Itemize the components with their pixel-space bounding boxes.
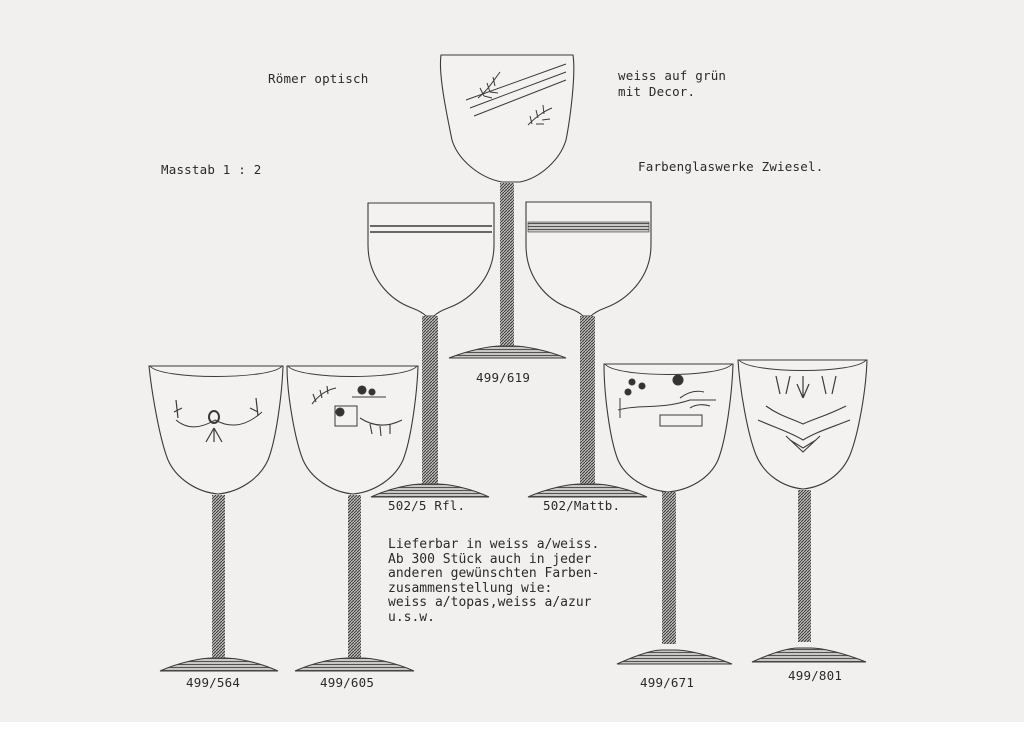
glass-499-564-drawing [149,366,283,671]
glass-number-502-mattb: 502/Mattb. [543,498,621,513]
maker-label: Farbenglaswerke Zwiesel. [638,159,824,174]
glass-number-499-605: 499/605 [320,675,375,690]
note-line: u.s.w. [388,609,435,625]
glass-number-499-671: 499/671 [640,675,695,690]
glass-499-671-drawing [604,364,733,664]
glass-number-502-5-rfl: 502/5 Rfl. [388,498,466,513]
color-line-1: weiss auf grün [618,68,727,83]
note-line: Lieferbar in weiss a/weiss. [388,537,600,552]
page-title: Römer optisch [268,71,369,86]
scale-label: Masstab 1 : 2 [161,162,262,177]
note-line: weiss a/topas,weiss a/azur [388,595,592,611]
availability-note [388,538,599,626]
note-line: Ab 300 Stück auch in jeder [388,551,592,567]
glass-number-499-564: 499/564 [186,675,241,690]
color-line-2: mit Decor. [618,84,696,99]
note-line: anderen gewünschten Farben- [388,566,600,582]
glass-number-499-619: 499/619 [476,370,531,385]
glass-499-801-drawing [738,360,867,662]
glass-number-499-801: 499/801 [788,668,843,683]
note-line: zusammenstellung wie: [388,580,553,596]
